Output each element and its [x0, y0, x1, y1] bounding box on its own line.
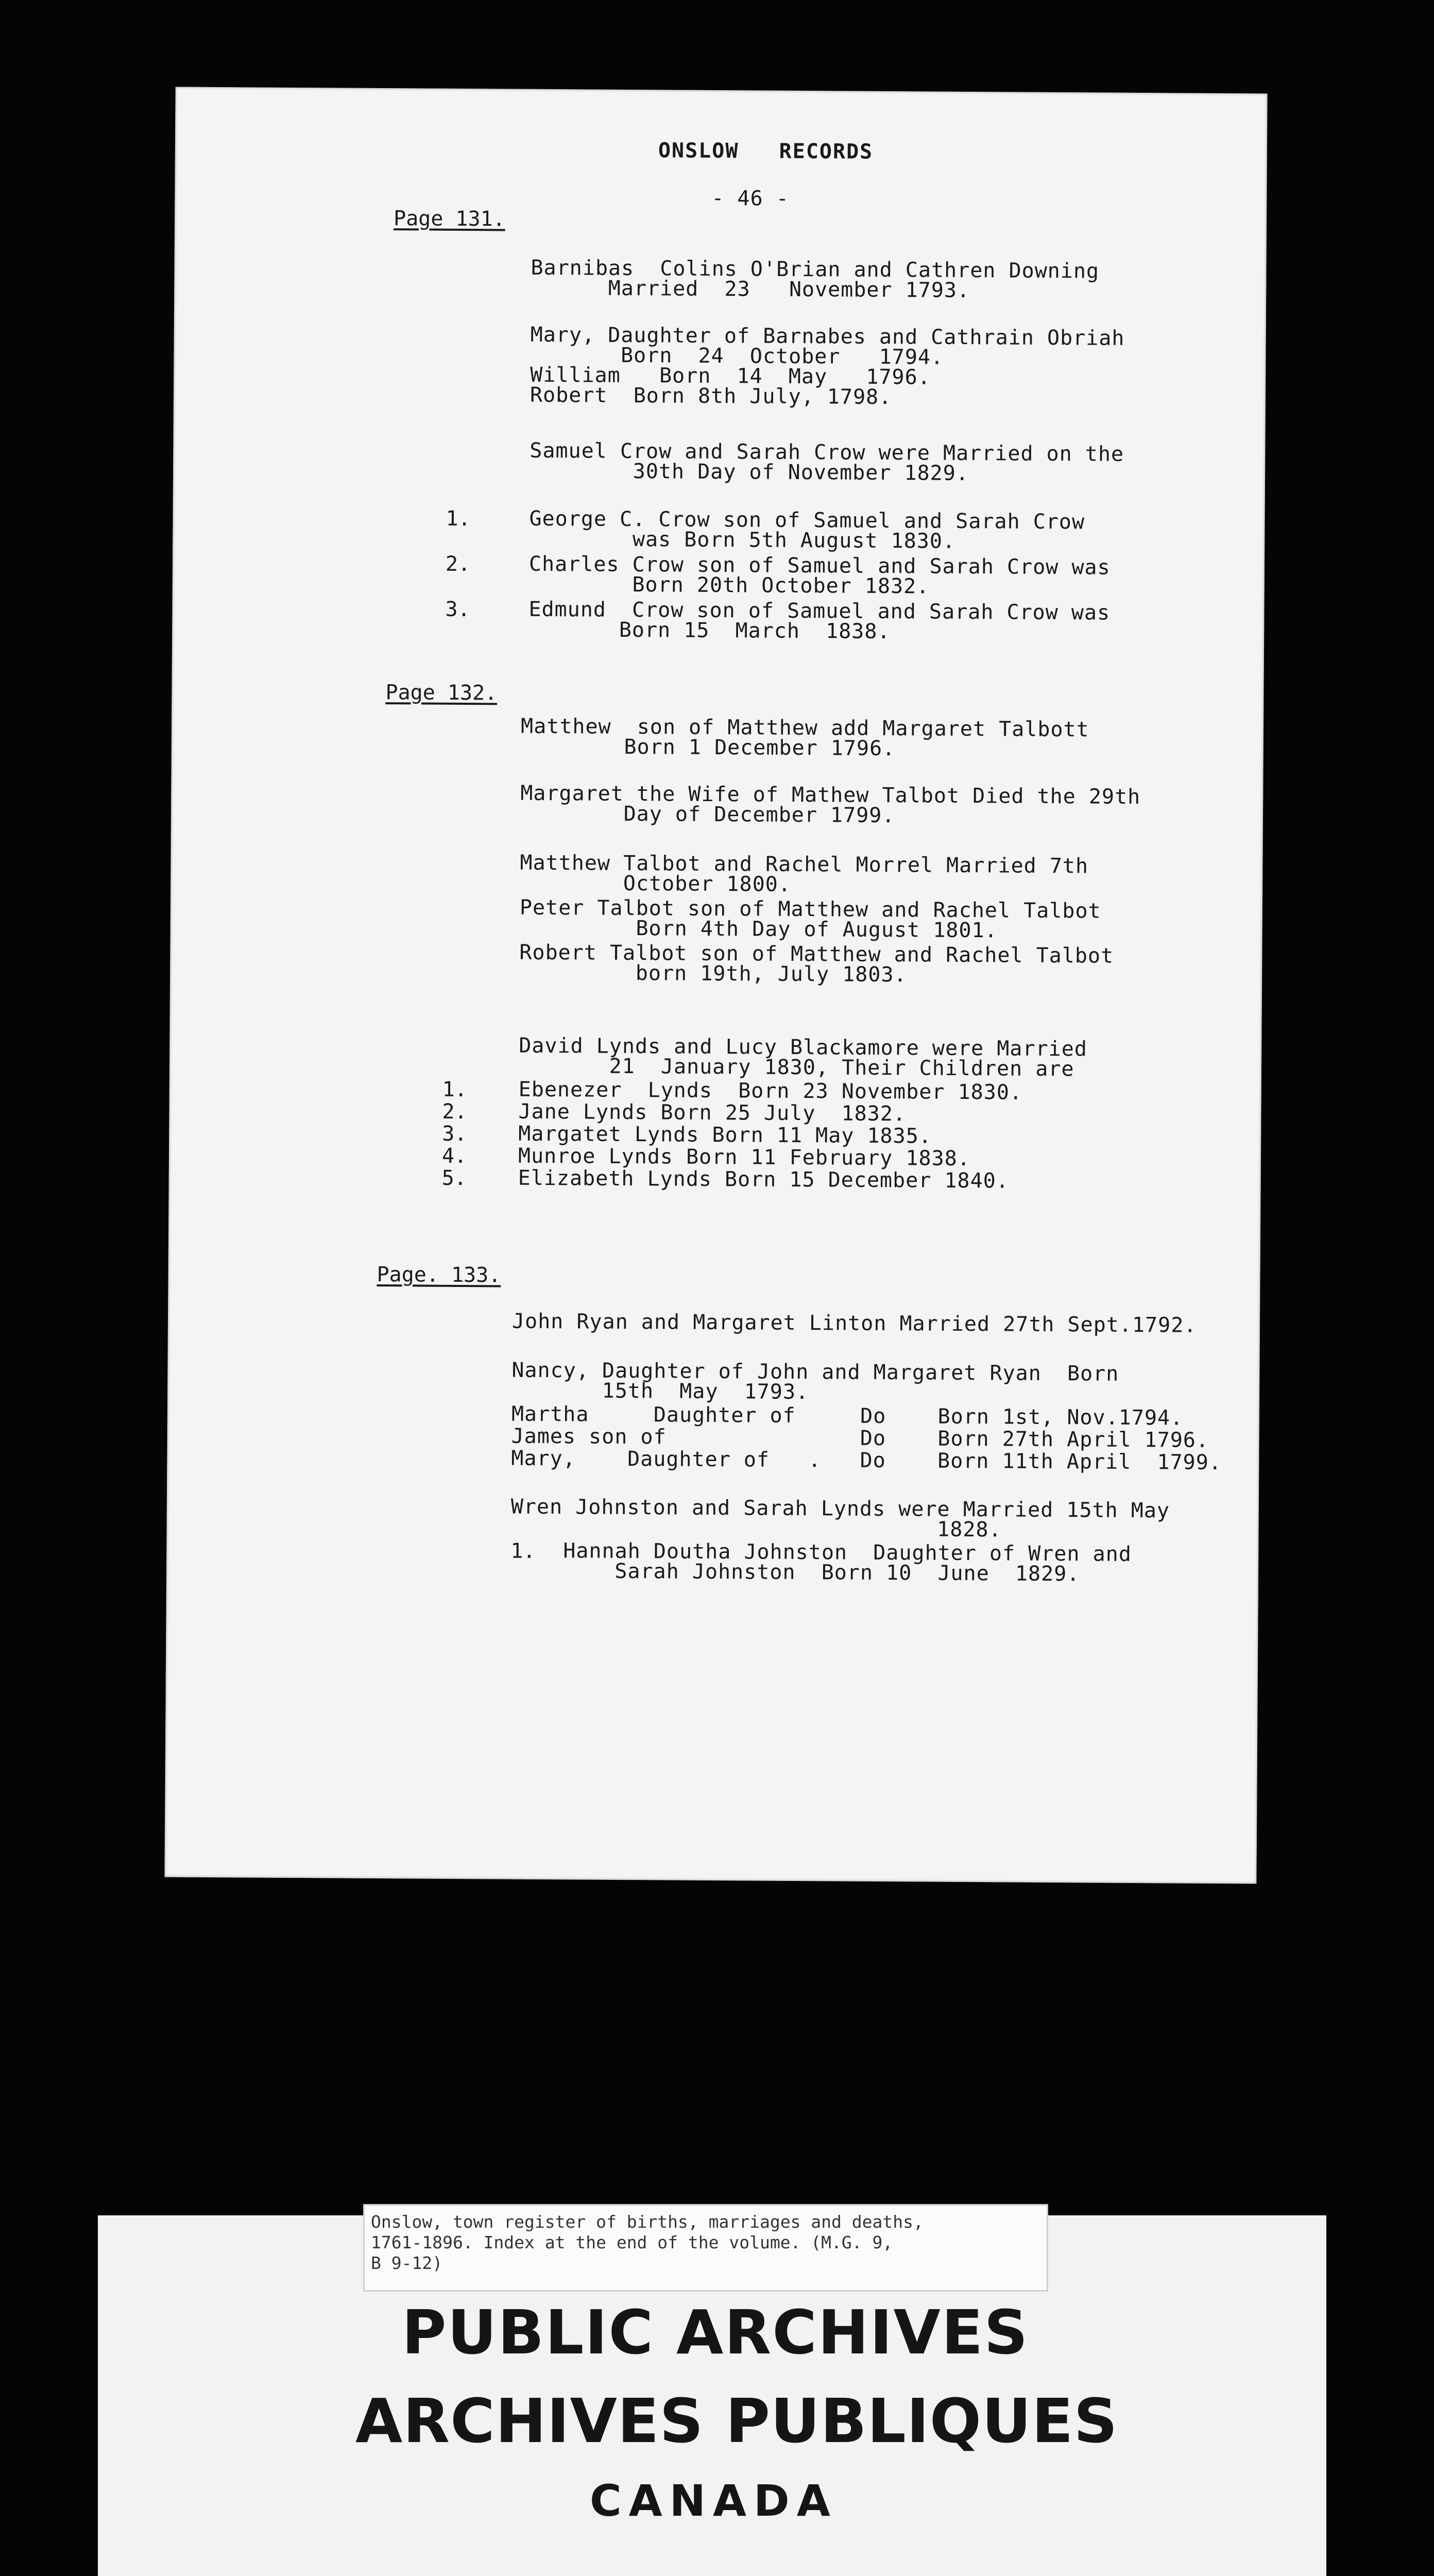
record-line: Margatet Lynds Born 11 May 1835.: [518, 1122, 932, 1148]
entry-number: 4.: [441, 1144, 467, 1168]
entry-number: 2.: [442, 1099, 467, 1124]
record-line: October 1800.: [520, 871, 792, 896]
record-line: Elizabeth Lynds Born 15 December 1840.: [518, 1166, 1009, 1193]
archive-title-english: PUBLIC ARCHIVES: [402, 2297, 1029, 2368]
record-line: 15th May 1793.: [511, 1378, 809, 1404]
records-header: ONSLOW RECORDS: [658, 139, 874, 164]
record-line: Mary, Daughter of Barnabes and Cathrain Obriah: [530, 323, 1125, 350]
record-line: Barnibas Colins O'Brian and Cathren Downing: [531, 256, 1100, 283]
section-label-page-133: Page. 133.: [377, 1262, 501, 1287]
record-line: Born 1 December 1796.: [520, 734, 896, 761]
catalogue-label-line: B 9-12): [371, 2253, 443, 2273]
catalogue-label-line: 1761-1896. Index at the end of the volume. (M.G. 9,: [371, 2232, 893, 2252]
record-line: William Born 14 May 1796.: [530, 363, 931, 389]
record-line: Nancy, Daughter of John and Margaret Ryan Born: [511, 1358, 1119, 1386]
record-line: Robert Born 8th July, 1798.: [530, 383, 892, 410]
catalogue-label-line: Onslow, town register of births, marriages and deaths,: [371, 2212, 924, 2232]
record-line: was Born 5th August 1830.: [529, 527, 956, 553]
record-line: Matthew Talbot and Rachel Morrel Married 7th: [520, 851, 1089, 878]
entry-number: 3.: [442, 1122, 467, 1146]
typed-record-sheet: [164, 87, 1267, 1884]
record-line: Samuel Crow and Sarah Crow were Married on the: [530, 438, 1124, 466]
record-line: Margaret the Wife of Mathew Talbot Died the 29th: [520, 781, 1141, 809]
record-line: David Lynds and Lucy Blackamore were Married: [519, 1033, 1088, 1061]
catalogue-label: [363, 2204, 1048, 2292]
record-line: James son of Do Born 27th April 1796.: [511, 1424, 1209, 1452]
entry-number: 5.: [441, 1166, 467, 1191]
archive-title-french: ARCHIVES PUBLIQUES: [355, 2385, 1118, 2456]
entry-number: 1.: [510, 1539, 536, 1563]
entry-number: 1.: [446, 506, 471, 531]
archive-country: CANADA: [590, 2476, 838, 2526]
record-line: Sarah Johnston Born 10 June 1829.: [562, 1559, 1080, 1586]
section-label-page-131: Page 131.: [393, 207, 505, 231]
page-number: - 46 -: [711, 186, 789, 211]
record-line: 1828.: [510, 1515, 1002, 1542]
record-line: Jane Lynds Born 25 July 1832.: [518, 1099, 907, 1126]
record-line: Born 20th October 1832.: [528, 572, 930, 599]
record-line: John Ryan and Margaret Linton Married 27th Sept.1792.: [511, 1309, 1197, 1337]
entry-number: 1.: [442, 1077, 468, 1102]
record-line: Day of December 1799.: [520, 801, 895, 828]
entry-number: 2.: [445, 552, 471, 577]
record-line: Hannah Doutha Johnston Daughter of Wren and: [563, 1539, 1132, 1566]
record-line: Ebenezer Lynds Born 23 November 1830.: [518, 1077, 1023, 1105]
record-line: Mary, Daughter of . Do Born 11th April 1799.: [511, 1446, 1222, 1475]
record-line: Peter Talbot son of Matthew and Rachel Talbot: [519, 895, 1101, 923]
record-line: Robert Talbot son of Matthew and Rachel Talbot: [519, 940, 1114, 968]
record-line: Born 24 October 1794.: [530, 343, 944, 369]
record-line: George C. Crow son of Samuel and Sarah Crow: [529, 506, 1085, 534]
record-line: born 19th, July 1803.: [519, 960, 907, 987]
record-line: 30th Day of November 1829.: [529, 459, 969, 485]
record-line: Matthew son of Matthew add Margaret Talbott: [520, 714, 1089, 742]
section-label-page-132: Page 132.: [385, 681, 498, 705]
record-line: Charles Crow son of Samuel and Sarah Crow was: [528, 552, 1111, 580]
entry-number: 3.: [445, 597, 470, 622]
record-line: Married 23 November 1793.: [531, 276, 970, 302]
record-line: Born 15 March 1838.: [528, 617, 891, 644]
record-line: 21 January 1830, Their Children are: [518, 1054, 1074, 1081]
record-line: Martha Daughter of Do Born 1st, Nov.1794.: [511, 1402, 1184, 1430]
record-line: Edmund Crow son of Samuel and Sarah Crow was: [528, 597, 1111, 625]
record-line: Wren Johnston and Sarah Lynds were Married 15th May: [510, 1495, 1170, 1523]
record-line: Born 4th Day of August 1801.: [519, 916, 998, 943]
record-line: Munroe Lynds Born 11 February 1838.: [518, 1144, 970, 1171]
